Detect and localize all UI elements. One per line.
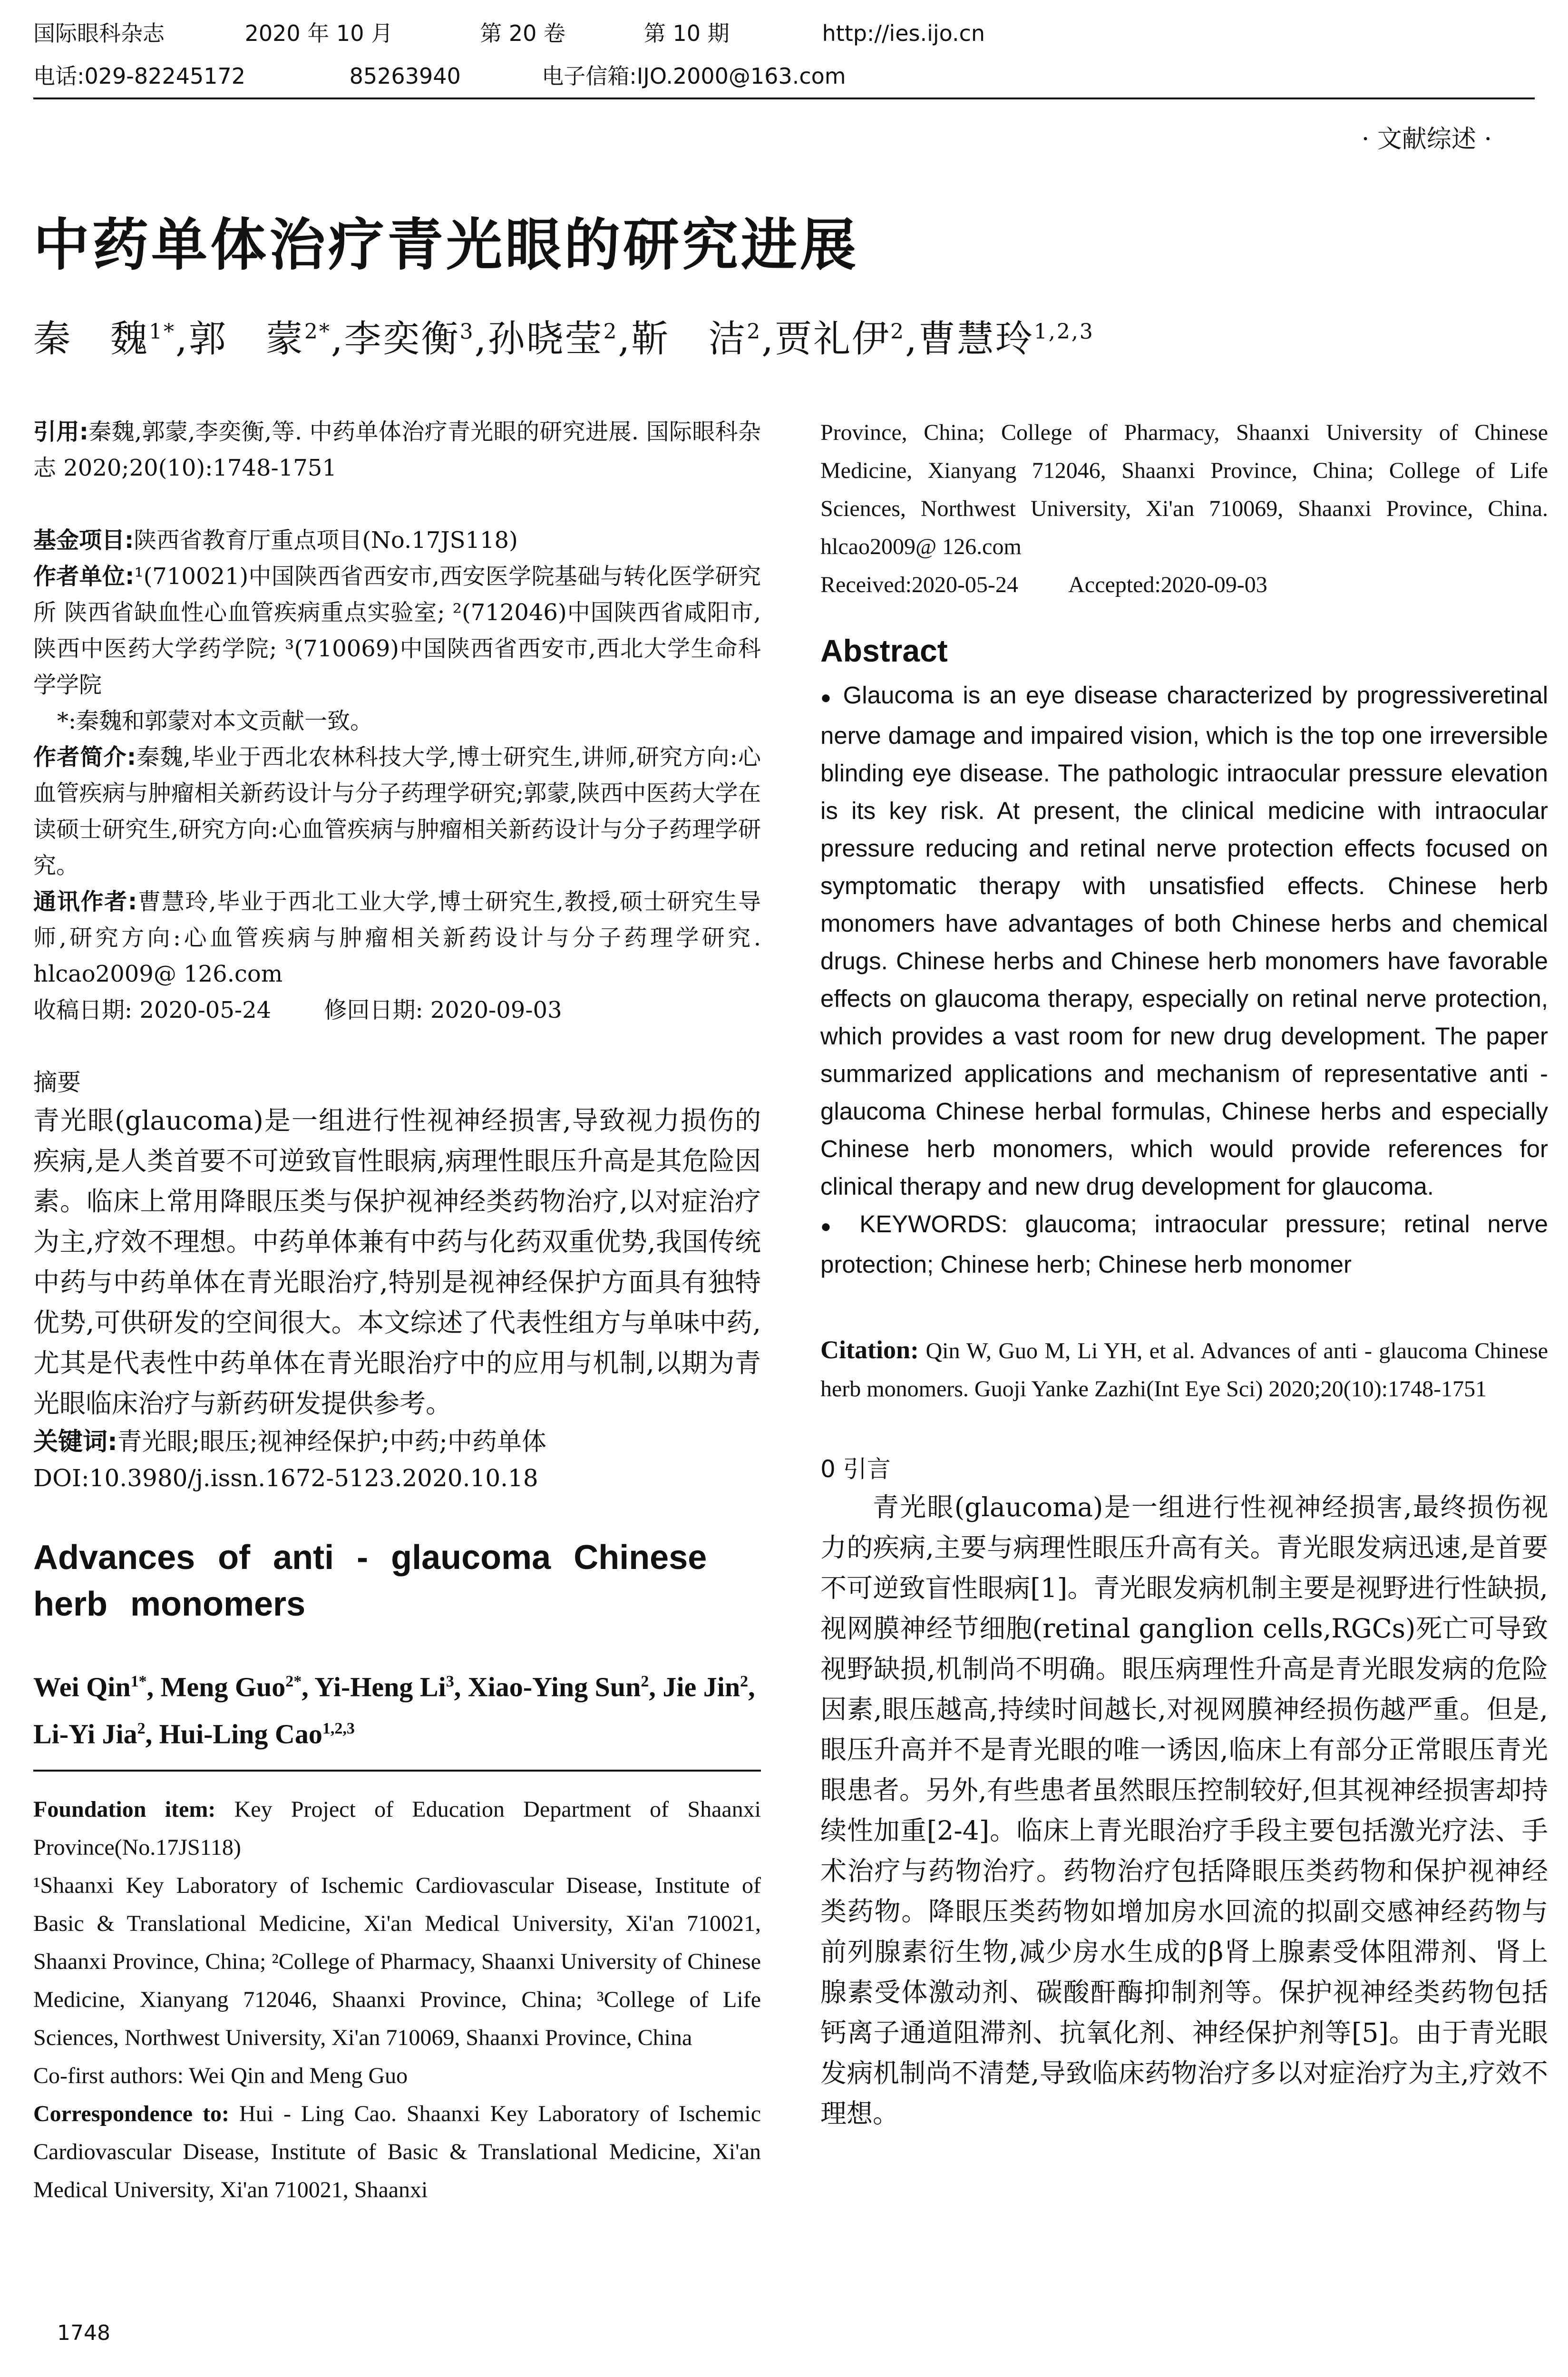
- author-sup: 2: [747, 320, 762, 344]
- corr-en-text: Hui - Ling Cao. Shaanxi Key Laboratory of Ischemic Cardiovascular Disease, Institute of Basic & Translational Medicine, Xi'an Medical University, Xi'an 710021, Shaanxi: [33, 2101, 761, 2202]
- citation-en-label: Citation:: [820, 1335, 919, 1364]
- keywords-en-label: KEYWORDS:: [859, 1210, 1008, 1237]
- authors-cn: 秦 魏$^{1*}$,郭 蒙$^{2*}$,李奕衡$^3$,孙晓莹$^2$,靳 洁$^2$,贾礼伊$^2$,曹慧玲$^{1,2,3}$: [33, 318, 1094, 360]
- en-author-sup: 2: [641, 1673, 649, 1690]
- citation-text: 秦魏,郭蒙,李奕衡,等. 中药单体治疗青光眼的研究进展. 国际眼科杂志 2020;20(10):1748-1751: [33, 419, 761, 481]
- journal-name: 国际眼科杂志: [33, 20, 165, 46]
- keywords-en-text: glaucoma; intraocular pressure; retinal nerve protection; Chinese herb; Chinese herb monomer: [820, 1210, 1548, 1278]
- en-author-sup: 3: [446, 1673, 454, 1690]
- page-title: 中药单体治疗青光眼的研究进展: [33, 212, 859, 278]
- intro-heading: 0 引言: [820, 1455, 891, 1483]
- english-title: Advances of anti - glaucoma Chinese herb monomers: [33, 1539, 707, 1623]
- en-author-name: Xiao-Ying Sun: [467, 1671, 641, 1703]
- author-name: 秦 魏: [33, 318, 149, 360]
- affiliation-en: ¹Shaanxi Key Laboratory of Ischemic Cardiovascular Disease, Institute of Basic & Translational Medicine, Xi'an Medical University, Xi'an 710021, Shaanxi Province, China; ²College of Pharmacy, Shaanxi University of Chinese Medicine, Xianyang 712046, Shaanxi Province, China; ³College of Life Sciences, Northwest University, Xi'an 710069, Shaanxi Province, China: [33, 1872, 761, 2050]
- left-column: [33, 414, 761, 2209]
- doi[interactable]: DOI:10.3980/j.issn.1672-5123.2020.10.18: [33, 1464, 538, 1492]
- intro-body: 青光眼(glaucoma)是一组进行性视神经损害,最终损伤视力的疾病,主要与病理性眼压升高有关。青光眼发病迅速,是首要不可逆致盲性眼病[1]。青光眼发病机制主要是视野进行性缺损,视网膜神经节细胞(retinal ganglion cells,RGCs)死亡可导致视野缺损,机制尚不明确。眼压病理性升高是青光眼发病的危险因素,眼压越高,持续时间越长,对视网膜神经损伤越严重。但是,眼压升高并不是青光眼的唯一诱因,临床上有部分正常眼压青光眼患者。另外,有些患者虽然眼压控制较好,但其视神经损害却持续性加重[2-4]。临床上青光眼治疗手段主要包括激光疗法、手术治疗与药物治疗。药物治疗包括降眼压类药物和保护视神经类药物。降眼压类药物如增加房水回流的拟副交感神经药物与前列腺素衍生物,减少房水生成的β肾上腺素受体阻滞剂、肾上腺素受体激动剂、碳酸酐酶抑制剂等。保护视神经类药物包括钙离子通道阻滞剂、抗氧化剂、神经保护剂等[5]。由于青光眼发病机制尚不清楚,导致临床药物治疗多以对症治疗为主,疗效不理想。: [820, 1492, 1548, 2129]
- header-rule: [33, 97, 1535, 99]
- en-author-name: Meng Guo: [160, 1671, 286, 1703]
- abstract-text-cn: 青光眼(glaucoma)是一组进行性视神经损害,导致视力损伤的疾病,是人类首要不可逆致盲性眼病,病理性眼压升高是其危险因素。临床上常用降眼压类与保护视神经类药物治疗,以对症治疗为主,疗效不理想。中药单体兼有中药与化药双重优势,我国传统中药与中药单体在青光眼治疗,特别是视神经保护方面具有独特优势,可供研发的空间很大。本文综述了代表性组方与单味中药,尤其是代表性中药单体在青光眼治疗中的应用与机制,以期为青光眼临床治疗与新药研发提供参考。: [33, 1105, 761, 1419]
- citation-cn: [33, 414, 761, 486]
- keywords-en: [820, 1205, 1548, 1283]
- cofirst-authors: Co-first authors: Wei Qin and Meng Guo: [33, 2063, 408, 2088]
- en-author-name: Yi-Heng Li: [314, 1671, 446, 1703]
- correspondence-en: [33, 2095, 761, 2209]
- fund: [33, 522, 761, 558]
- foundation-label: Foundation item:: [33, 1796, 216, 1822]
- english-authors: Wei Qin$^{1*}$, Meng Guo$^{2*}$, Yi-Heng Li$^3$, Xiao-Ying Sun$^2$, Jie Jin$^2$, Li-Yi Jia$^2$, Hui-Ling Cao$^{1,2,3}$: [33, 1671, 755, 1750]
- corr-label: 通讯作者:: [33, 888, 137, 915]
- fund-text: 陕西省教育厅重点项目(No.17JS118): [134, 527, 518, 554]
- correspondence-continued: Province, China; College of Pharmacy, Shaanxi University of Chinese Medicine, Xianyang 712046, Shaanxi Province, China; College of Life Sciences, Northwest University, Xi'an 710069, Shaanxi Province, China. hlcao2009@ 126.com: [820, 420, 1548, 559]
- author-name: 贾礼伊: [775, 318, 891, 360]
- citation-label: 引用:: [33, 419, 88, 445]
- journal-header-line1: [33, 19, 985, 48]
- unit-note: *:秦魏和郭蒙对本文贡献一致。: [57, 708, 373, 734]
- author-name: 靳 洁: [631, 318, 747, 360]
- keywords-cn: [33, 1424, 761, 1460]
- en-author-sup: 2: [137, 1720, 146, 1738]
- corr-text: 曹慧玲,毕业于西北工业大学,博士研究生,教授,硕士研究生导师,研究方向:心血管疾病与肿瘤相关新药设计与分子药理学研究. hlcao2009@ 126.com: [33, 888, 761, 987]
- issue-date: 2020 年 10 月: [244, 20, 393, 46]
- bullet-icon: ●: [820, 688, 834, 708]
- author-sup: 1,2,3: [1033, 320, 1094, 344]
- right-column: [820, 414, 1548, 2134]
- unit-label: 作者单位:: [33, 563, 135, 590]
- author-sup: 2: [890, 320, 906, 344]
- volume: 第 20 卷: [480, 20, 566, 46]
- author-intro: [33, 739, 761, 884]
- abstract-heading-en: Abstract: [820, 633, 948, 668]
- abstract-body: Glaucoma is an eye disease characterized by progressiveretinal nerve damage and impaired vision, which is the top one irreversible blinding eye disease. The pathologic intraocular pressure elevation is its key risk. At present, the clinical medicine with intraocular pressure reducing and retinal nerve protection effects focused on symptomatic therapy with unsatisfied effects. Chinese herb monomers have advantages of both Chinese herbs and chemical drugs. Chinese herbs and Chinese herb monomers have favorable effects on glaucoma therapy, especially on retinal nerve protection, which provides a vast room for new drug development. The paper summarized applications and mechanism of representative anti - glaucoma Chinese herbal formulas, Chinese herbs and especially Chinese herb monomers, which would provide references for clinical therapy and new drug development for glaucoma.: [820, 682, 1549, 1200]
- en-author-name: Li-Yi Jia: [33, 1718, 137, 1750]
- en-author-sup: 1,2,3: [322, 1720, 355, 1738]
- abstract-text-en: [820, 676, 1548, 1205]
- author-name: 郭 蒙: [188, 318, 304, 360]
- en-author-name: Hui-Ling Cao: [159, 1718, 322, 1750]
- author-units: [33, 558, 761, 703]
- author-sup: 1*: [149, 320, 176, 344]
- intro-text: 秦魏,毕业于西北农林科技大学,博士研究生,讲师,研究方向:心血管疾病与肿瘤相关新药设计与分子药理学研究;郭蒙,陕西中医药大学在读硕士研究生,研究方向:心血管疾病与肿瘤相关新药设计与分子药理学研究。: [33, 744, 761, 879]
- author-name: 李奕衡: [344, 318, 460, 360]
- abstract-heading-cn: 摘要: [33, 1069, 81, 1096]
- bullet-icon: ●: [820, 1217, 842, 1237]
- author-sup: 3: [459, 320, 475, 344]
- author-sup: 2: [603, 320, 618, 344]
- phone-extra: 85263940: [349, 63, 461, 89]
- journal-url[interactable]: http://ies.ijo.cn: [822, 20, 985, 46]
- en-author-name: Wei Qin: [33, 1671, 131, 1703]
- en-author-name: Jie Jin: [662, 1671, 740, 1703]
- foundation-en: [33, 1791, 761, 1867]
- unit-text: ¹(710021)中国陕西省西安市,西安医学院基础与转化医学研究所 陕西省缺血性心血管疾病重点实验室; ²(712046)中国陕西省咸阳市,陕西中医药大学药学院; ³(710069)中国陕西省西安市,西北大学生命科学学院: [33, 563, 761, 698]
- en-author-sup: 1*: [130, 1673, 147, 1690]
- fund-label: 基金项目:: [33, 527, 134, 554]
- author-name: 曹慧玲: [918, 318, 1034, 360]
- citation-en-text: Qin W, Guo M, Li YH, et al. Advances of anti - glaucoma Chinese herb monomers. Guoji Yanke Zazhi(Int Eye Sci) 2020;20(10):1748-1751: [820, 1338, 1549, 1402]
- journal-header-line2: [33, 62, 846, 90]
- author-sup: 2*: [304, 320, 331, 344]
- corresponding-author: [33, 884, 761, 992]
- page-number: 1748: [57, 2321, 110, 2345]
- author-name: 孙晓莹: [487, 318, 604, 360]
- citation-en: [820, 1331, 1548, 1408]
- phone: 电话:029-82245172: [33, 63, 246, 89]
- en-author-sup: 2*: [285, 1673, 302, 1690]
- keywords-text: 青光眼;眼压;视神经保护;中药;中药单体: [117, 1428, 546, 1456]
- issue: 第 10 期: [643, 20, 730, 46]
- email[interactable]: 电子信箱:IJO.2000@163.com: [542, 63, 846, 89]
- received-accepted: Received:2020-05-24 Accepted:2020-09-03: [820, 572, 1267, 597]
- foundation-text: Key Project of Education Department of Shaanxi Province(No.17JS118): [33, 1796, 761, 1860]
- divider: [33, 1770, 761, 1772]
- corr-en-label: Correspondence to:: [33, 2101, 230, 2126]
- intro-label: 作者简介:: [33, 744, 136, 770]
- keywords-label: 关键词:: [33, 1428, 117, 1456]
- received-dates: 收稿日期: 2020-05-24 修回日期: 2020-09-03: [33, 997, 562, 1023]
- en-author-sup: 2: [740, 1673, 749, 1690]
- section-type: · 文献综述 ·: [1361, 125, 1492, 154]
